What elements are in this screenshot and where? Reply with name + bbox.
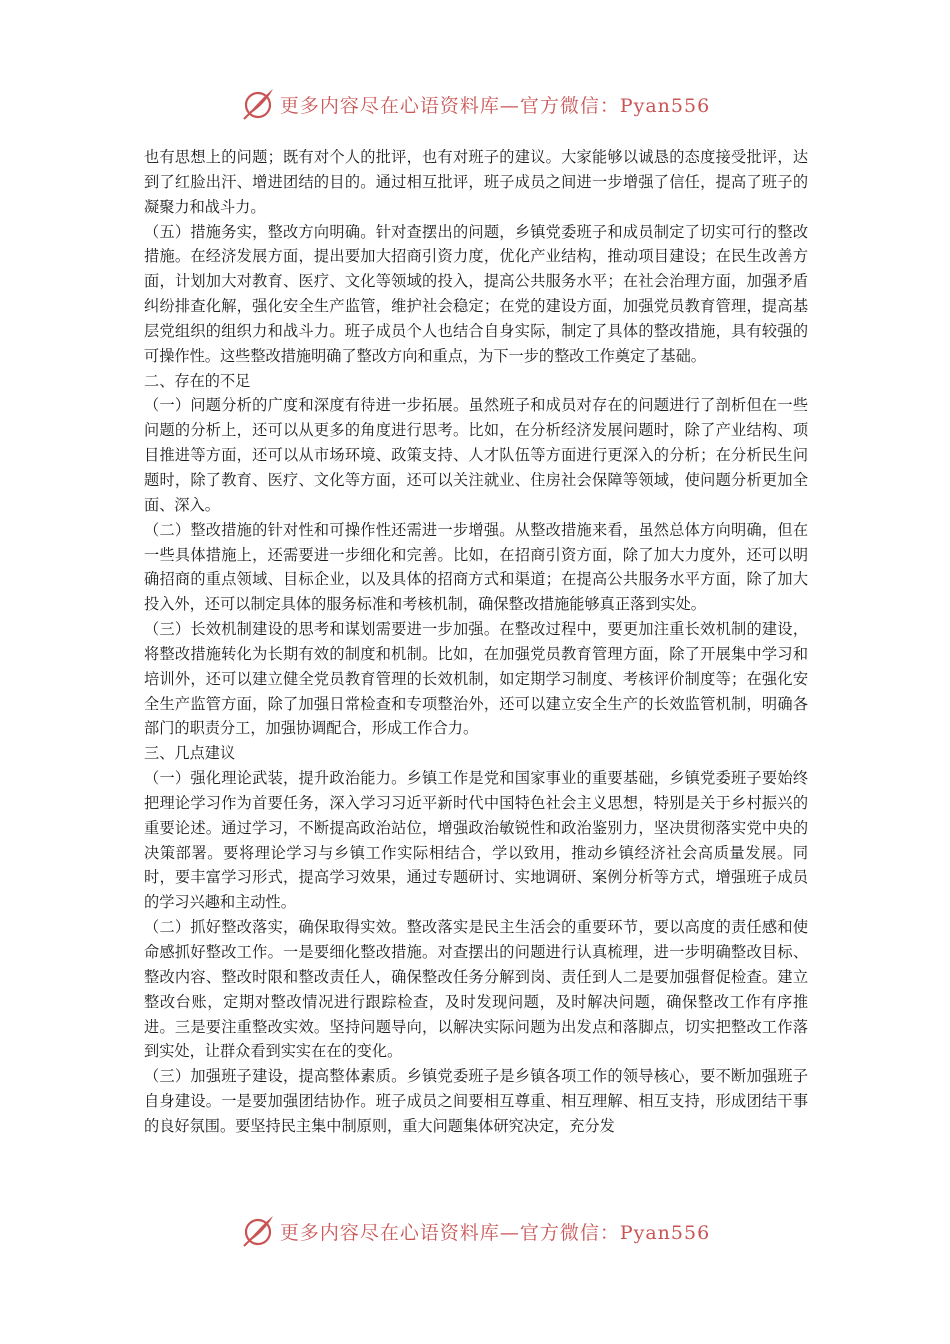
paragraph: （一）问题分析的广度和深度有待进一步拓展。虽然班子和成员对存在的问题进行了剖析但在一些问题的分析上，还可以从更多的角度进行思考。比如，在分析经济发展问题时，除了产业结构、项目推进等方面，还可以从市场环境、政策支持、人才队伍等方面进行更深入的分析；在分析民生问题时，除了教育、医疗、文化等方面，还可以关注就业、住房社会保障等领域，使问题分析更加全面、深入。 (144, 396, 808, 514)
footer-banner-text: 更多内容尽在心语资料库—官方微信：Pyan556 (279, 1221, 711, 1244)
footer-banner (0, 1211, 950, 1251)
paragraph: （五）措施务实，整改方向明确。针对查摆出的问题，乡镇党委班子和成员制定了切实可行的整改措施。在经济发展方面，提出要加大招商引资力度，优化产业结构，推动项目建设；在民生改善方面，计划加大对教育、医疗、文化等领域的投入，提高公共服务水平；在社会治理方面，加强矛盾纠纷排查化解，强化安全生产监管，维护社会稳定；在党的建设方面，加强党员教育管理，提高基层党组织的组织力和战斗力。班子成员个人也结合自身实际，制定了具体的整改措施，具有较强的可操作性。这些整改措施明确了整改方向和重点，为下一步的整改工作奠定了基础。 (144, 222, 808, 365)
header-banner (0, 84, 950, 124)
paragraph: 也有思想上的问题；既有对个人的批评，也有对班子的建议。大家能够以诚恳的态度接受批评，达到了红脸出汗、增进团结的目的。通过相互批评，班子成员之间进一步增强了信任，提高了班子的凝聚力和战斗力。 (144, 148, 808, 216)
feather-pen-logo-icon (240, 1213, 276, 1249)
document-body (144, 145, 808, 1139)
paragraph: （一）强化理论武装，提升政治能力。乡镇工作是党和国家事业的重要基础，乡镇党委班子要始终把理论学习作为首要任务，深入学习习近平新时代中国特色社会主义思想，特别是关于乡村振兴的重要论述。通过学习，不断提高政治站位，增强政治敏锐性和政治鉴别力，坚决贯彻落实党中央的决策部署。要将理论学习与乡镇工作实际相结合，学以致用，推动乡镇经济社会高质量发展。同时，要丰富学习形式，提高学习效果，通过专题研讨、实地调研、案例分析等方式，增强班子成员的学习兴趣和主动性。 (144, 769, 808, 912)
section-heading: 二、存在的不足 (144, 371, 251, 390)
section-heading: 三、几点建议 (144, 744, 236, 763)
header-banner-text: 更多内容尽在心语资料库—官方微信：Pyan556 (279, 94, 711, 117)
paragraph: （三）长效机制建设的思考和谋划需要进一步加强。在整改过程中，要更加注重长效机制的建设，将整改措施转化为长期有效的制度和机制。比如，在加强党员教育管理方面，除了开展集中学习和培训外，还可以建立健全党员教育管理的长效机制，如定期学习制度、考核评价制度等；在强化安全生产监管方面，除了加强日常检查和专项整治外，还可以建立安全生产的长效监管机制，明确各部门的职责分工，加强协调配合，形成工作合力。 (144, 620, 808, 738)
feather-pen-logo-icon (240, 86, 276, 122)
paragraph: （二）整改措施的针对性和可操作性还需进一步增强。从整改措施来看，虽然总体方向明确，但在一些具体措施上，还需要进一步细化和完善。比如，在招商引资方面，除了加大力度外，还可以明确招商的重点领域、目标企业，以及具体的招商方式和渠道；在提高公共服务水平方面，除了加大投入外，还可以制定具体的服务标准和考核机制，确保整改措施能够真正落到实处。 (144, 520, 808, 614)
paragraph: （二）抓好整改落实，确保取得实效。整改落实是民主生活会的重要环节，要以高度的责任感和使命感抓好整改工作。一是要细化整改措施。对查摆出的问题进行认真梳理，进一步明确整改目标、整改内容、整改时限和整改责任人，确保整改任务分解到岗、责任到人二是要加强督促检查。建立整改台账，定期对整改情况进行跟踪检查，及时发现问题，及时解决问题，确保整改工作有序推进。三是要注重整改实效。坚持问题导向，以解决实际问题为出发点和落脚点，切实把整改工作落到实处，让群众看到实实在在的变化。 (144, 918, 808, 1061)
paragraph: （三）加强班子建设，提高整体素质。乡镇党委班子是乡镇各项工作的领导核心，要不断加强班子自身建设。一是要加强团结协作。班子成员之间要相互尊重、相互理解、相互支持，形成团结干事的良好氛围。要坚持民主集中制原则，重大问题集体研究决定，充分发 (144, 1067, 808, 1135)
